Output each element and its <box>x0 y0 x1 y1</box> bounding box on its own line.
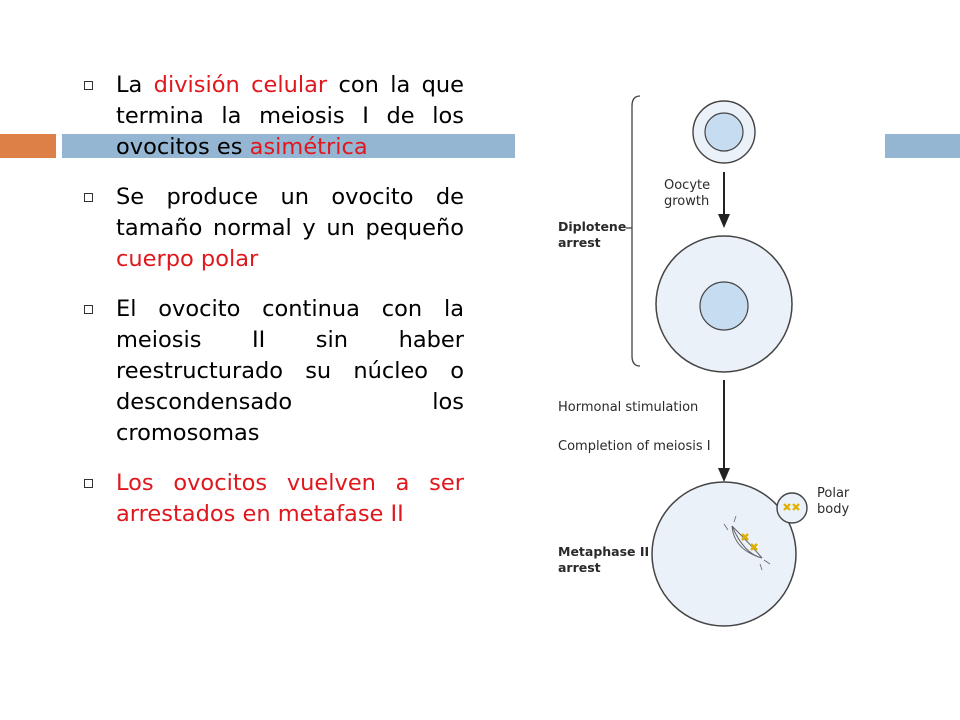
hormonal-stimulation-label: Hormonal stimulation <box>558 400 699 415</box>
oocyte-growth-label: Oocyte growth <box>664 178 711 209</box>
polar-body-label: Polar body <box>817 486 850 517</box>
bullet-item <box>82 70 464 163</box>
bullet-item <box>82 294 464 449</box>
completion-meiosis-label: Completion of meiosis I <box>558 439 711 454</box>
bullet-text: La división celular con la que termina la meiosis I de los ovocitos es asimétrica <box>116 72 464 160</box>
square-bullet-icon <box>84 193 93 202</box>
meiosis-arrow-head <box>718 468 730 482</box>
bullet-list <box>82 70 464 549</box>
bullet-text: El ovocito continua con la meiosis II sin haber reestructurado su núcleo o descondensado los cromosomas <box>116 296 464 446</box>
diplotene-arrest-label: Diplotene arrest <box>558 219 627 250</box>
metaphase-oocyte <box>652 482 796 626</box>
bullet-text: Los ovocitos vuelven a ser arrestados en metafase II <box>116 470 464 527</box>
bullet-item <box>82 182 464 275</box>
grown-oocyte-nucleus <box>700 282 748 330</box>
bullet-item <box>82 468 464 530</box>
accent-bar-orange <box>0 134 56 158</box>
growth-arrow-head <box>718 214 730 228</box>
oocyte-meiosis-figure <box>548 80 898 640</box>
metaphase-arrest-label: Metaphase II arrest <box>558 544 650 575</box>
polar-body <box>777 493 807 523</box>
square-bullet-icon <box>84 81 93 90</box>
square-bullet-icon <box>84 305 93 314</box>
diplotene-bracket <box>632 96 640 366</box>
square-bullet-icon <box>84 479 93 488</box>
bullet-text: Se produce un ovocito de tamaño normal y un pequeño cuerpo polar <box>116 184 464 272</box>
small-oocyte-nucleus <box>705 113 743 151</box>
